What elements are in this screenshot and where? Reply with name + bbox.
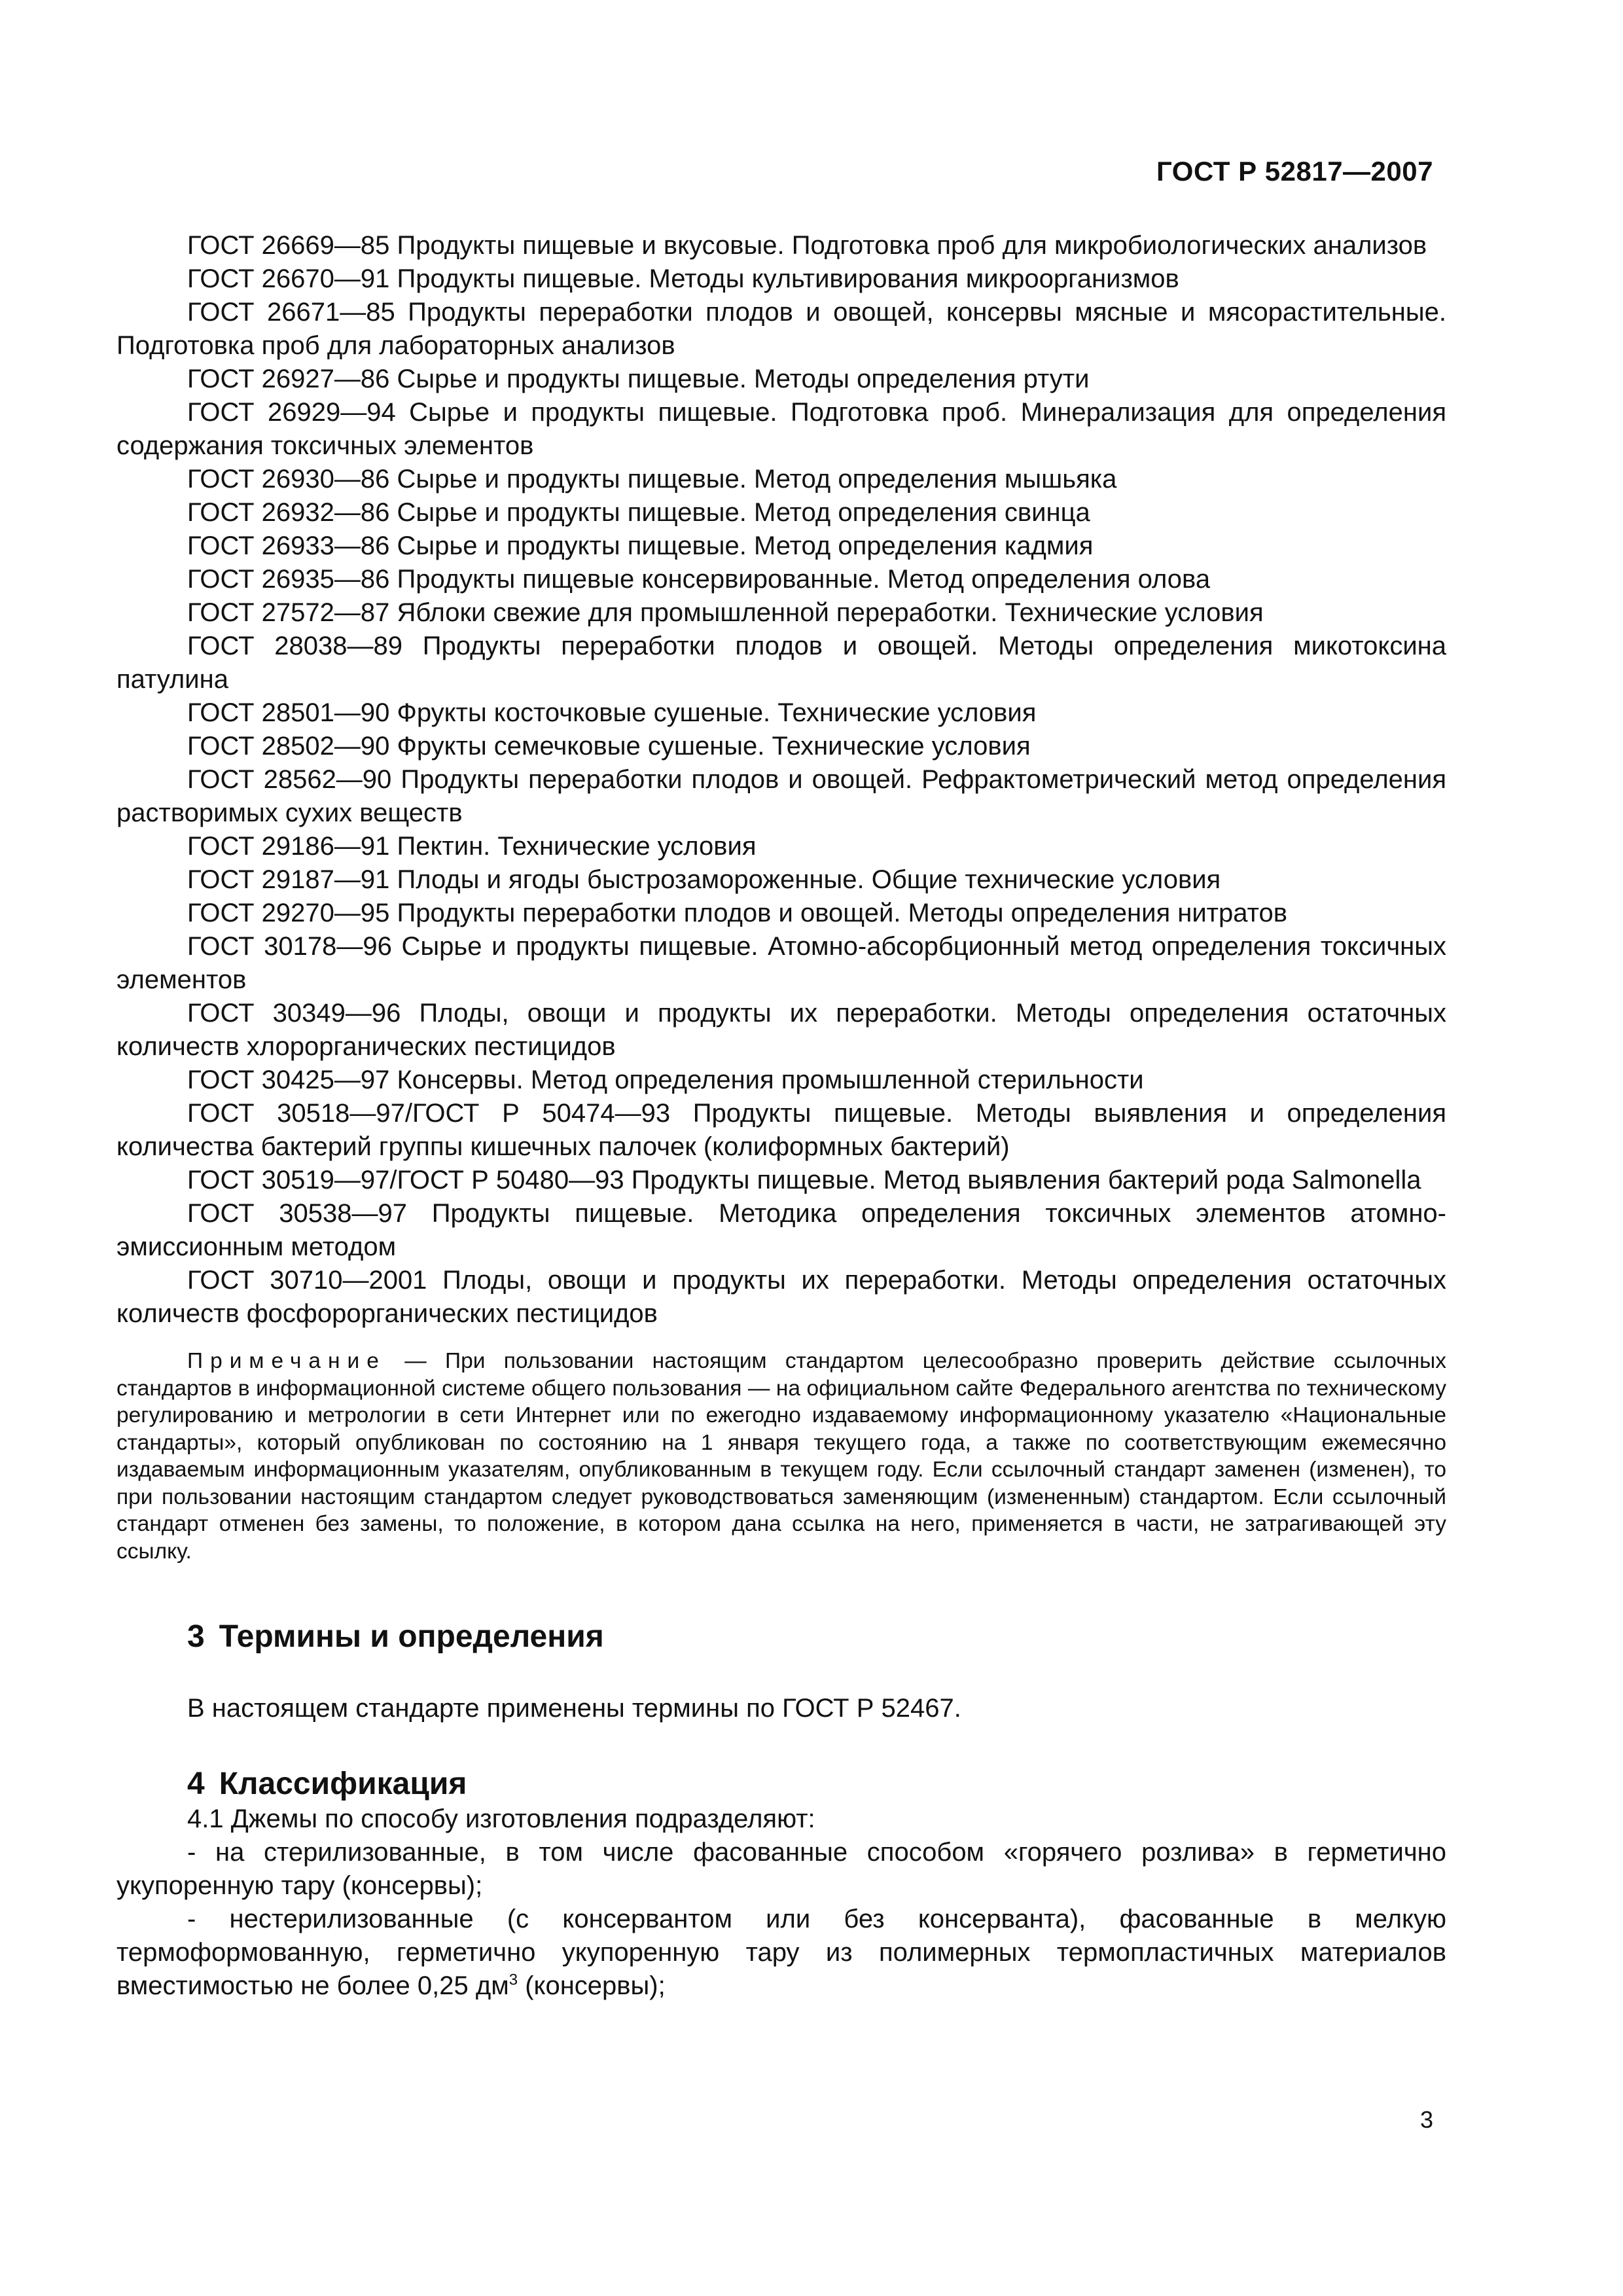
reference-item: ГОСТ 30710—2001 Плоды, овощи и продукты их переработки. Методы определения остаточных количеств фосфорорганических пестицидов: [116, 1266, 1446, 1328]
section-3-heading: [187, 1619, 1446, 1655]
reference-item: ГОСТ 30425—97 Консервы. Метод определения промышленной стерильности: [187, 1066, 1144, 1094]
note-text: — При пользовании настоящим стандартом целесообразно проверить действие ссылочных стандартов в информационной системе общего пользования — на официальном сайте Федерального агентства по техническому регулированию и метрологии в сети Интернет или по ежегодно издаваемому информационному указателю «Национальные стандарты», который опубликован по состоянию на 1 января текущего года, а также по соответствующим ежемесячно издаваемым информационным указателям, опубликованным в текущем году. Если ссылочный стандарт заменен (изменен), то при пользовании настоящим стандартом следует руководствоваться заменяющим (измененным) стандартом. Если ссылочный стандарт отменен без замены, то положение, в котором дана ссылка на него, применяется в части, не затрагивающей эту ссылку.: [116, 1349, 1446, 1564]
reference-item: ГОСТ 29270—95 Продукты переработки плодов и овощей. Методы определения нитратов: [187, 899, 1287, 927]
reference-item: ГОСТ 30178—96 Сырье и продукты пищевые. Атомно-абсорбционный метод определения токсичных элементов: [116, 932, 1446, 994]
clause-4-1-item-2-text: - нестерилизованные (с консервантом или без консерванта), фасованные в мелкую термоформованную, герметично укупоренную тару из полимерных термопластичных материалов вместимостью не более 0,25 дм: [116, 1905, 1446, 2000]
standard-code-header: ГОСТ Р 52817—2007: [1156, 156, 1433, 187]
reference-item: ГОСТ 26671—85 Продукты переработки плодов и овощей, консервы мясные и мясорастительные. Подготовка проб для лабораторных анализов: [116, 298, 1446, 360]
section-3-text: В настоящем стандарте применены термины по ГОСТ Р 52467.: [187, 1694, 961, 1723]
reference-item: ГОСТ 29186—91 Пектин. Технические условия: [187, 832, 757, 861]
page-content: [116, 229, 1446, 2003]
reference-item: ГОСТ 26932—86 Сырье и продукты пищевые. Метод определения свинца: [187, 498, 1090, 527]
section-4-heading: [187, 1766, 1446, 1803]
clause-4-1-item-2-tail: (консервы);: [518, 1971, 666, 2000]
reference-item: ГОСТ 28562—90 Продукты переработки плодов и овощей. Рефрактометрический метод определения растворимых сухих веществ: [116, 765, 1446, 827]
reference-item: ГОСТ 28038—89 Продукты переработки плодов и овощей. Методы определения микотоксина патулина: [116, 632, 1446, 694]
note-label: Примечание: [187, 1349, 386, 1373]
reference-item: ГОСТ 29187—91 Плоды и ягоды быстрозамороженные. Общие технические условия: [187, 865, 1221, 894]
reference-item: ГОСТ 28502—90 Фрукты семечковые сушеные. Технические условия: [187, 732, 1031, 761]
section-4-number: 4: [187, 1767, 205, 1801]
reference-item: ГОСТ 28501—90 Фрукты косточковые сушеные. Технические условия: [187, 698, 1037, 727]
references-list: [116, 229, 1446, 1331]
page-number: 3: [1419, 2106, 1433, 2133]
superscript-3: 3: [508, 1971, 518, 1989]
reference-item: ГОСТ 26935—86 Продукты пищевые консервированные. Метод определения олова: [187, 565, 1211, 594]
reference-item: ГОСТ 30519—97/ГОСТ Р 50480—93 Продукты пищевые. Метод выявления бактерий рода Salmonella: [187, 1166, 1421, 1194]
section-4-title: Классификация: [219, 1767, 467, 1801]
section-3-title: Термины и определения: [219, 1619, 604, 1654]
clause-4-1-item-1: - на стерилизованные, в том числе фасованные способом «горячего розлива» в герметично укупоренную тару (консервы);: [116, 1838, 1446, 1900]
reference-item: ГОСТ 26669—85 Продукты пищевые и вкусовые. Подготовка проб для микробиологических анализов: [187, 231, 1427, 260]
reference-item: ГОСТ 30349—96 Плоды, овощи и продукты их переработки. Методы определения остаточных количеств хлорорганических пестицидов: [116, 999, 1446, 1061]
section-3-number: 3: [187, 1619, 205, 1654]
reference-item: ГОСТ 26930—86 Сырье и продукты пищевые. Метод определения мышьяка: [187, 465, 1117, 493]
reference-item: ГОСТ 26927—86 Сырье и продукты пищевые. Методы определения ртути: [187, 365, 1090, 393]
reference-item: ГОСТ 30538—97 Продукты пищевые. Методика определения токсичных элементов атомно-эмиссионным методом: [116, 1199, 1446, 1261]
reference-item: ГОСТ 27572—87 Яблоки свежие для промышленной переработки. Технические условия: [187, 598, 1264, 627]
reference-item: ГОСТ 26670—91 Продукты пищевые. Методы культивирования микроорганизмов: [187, 264, 1179, 293]
clause-4-1: 4.1 Джемы по способу изготовления подразделяют:: [187, 1804, 815, 1833]
reference-item: ГОСТ 30518—97/ГОСТ Р 50474—93 Продукты пищевые. Методы выявления и определения количества бактерий группы кишечных палочек (колиформных бактерий): [116, 1099, 1446, 1161]
clause-4-1-item-2: [116, 1903, 1446, 2003]
note-paragraph: [116, 1348, 1446, 1565]
reference-item: ГОСТ 26929—94 Сырье и продукты пищевые. Подготовка проб. Минерализация для определения содержания токсичных элементов: [116, 398, 1446, 460]
reference-item: ГОСТ 26933—86 Сырье и продукты пищевые. Метод определения кадмия: [187, 531, 1094, 560]
